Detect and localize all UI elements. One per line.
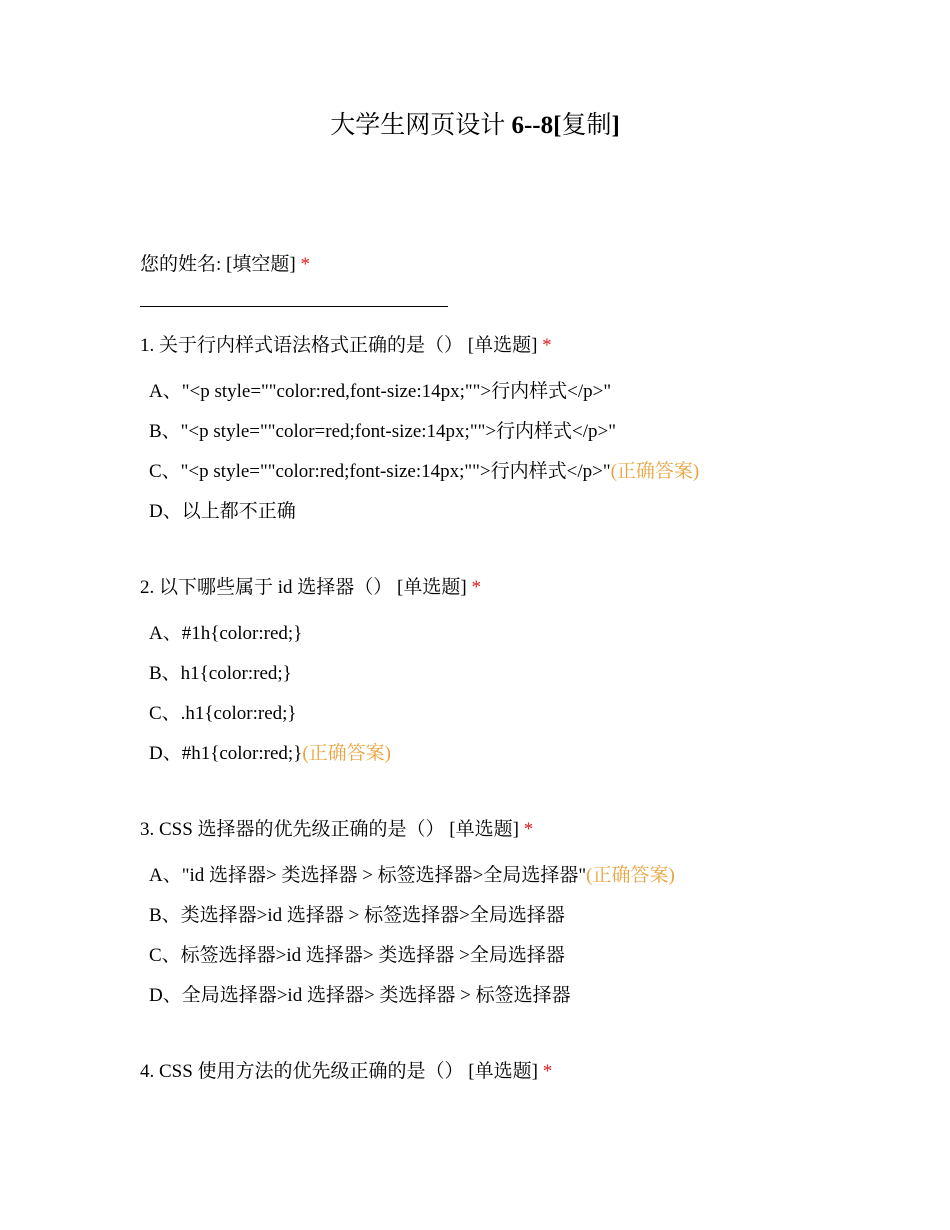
option-text: C、.h1{color:red;}: [149, 703, 297, 724]
question-3: [140, 817, 860, 1023]
option-c[interactable]: [149, 459, 860, 485]
option-a[interactable]: [149, 863, 860, 889]
question-title: [140, 817, 860, 843]
name-question-label: 您的姓名: [填空题]: [140, 254, 296, 275]
option-c[interactable]: [149, 701, 860, 727]
question-title: [140, 1059, 860, 1085]
option-text: B、类选择器>id 选择器 > 标签选择器>全局选择器: [149, 905, 565, 926]
question-title-text: 4. CSS 使用方法的优先级正确的是（） [单选题]: [140, 1061, 538, 1082]
required-mark: *: [523, 819, 534, 840]
option-text: C、标签选择器>id 选择器> 类选择器 >全局选择器: [149, 945, 565, 966]
option-text: D、全局选择器>id 选择器> 类选择器 > 标签选择器: [149, 985, 571, 1006]
page-title: [0, 108, 950, 144]
option-list: [140, 379, 860, 525]
option-d[interactable]: [149, 983, 860, 1009]
title-copy: 复制: [561, 112, 612, 139]
option-b[interactable]: [149, 903, 860, 929]
option-text: B、"<p style=""color=red;font-size:14px;"">行内样式</p>": [149, 421, 617, 442]
question-4: [140, 1059, 860, 1085]
option-text: D、以上都不正确: [149, 501, 296, 522]
question-title: [140, 575, 860, 601]
option-d[interactable]: [149, 499, 860, 525]
option-list: [140, 863, 860, 1009]
option-c[interactable]: [149, 943, 860, 969]
question-title-text: 3. CSS 选择器的优先级正确的是（） [单选题]: [140, 819, 519, 840]
question-2: [140, 575, 860, 781]
option-text: C、"<p style=""color:red;font-size:14px;"">行内样式</p>": [149, 461, 611, 482]
option-text: A、"id 选择器> 类选择器 > 标签选择器>全局选择器": [149, 865, 587, 886]
option-b[interactable]: [149, 419, 860, 445]
option-list: [140, 621, 860, 767]
question-title-text: 2. 以下哪些属于 id 选择器（） [单选题]: [140, 577, 467, 598]
correct-answer-tag: (正确答案): [586, 865, 675, 886]
option-d[interactable]: [149, 741, 860, 767]
correct-answer-tag: (正确答案): [610, 461, 700, 482]
question-title-text: 1. 关于行内样式语法格式正确的是（） [单选题]: [140, 335, 538, 356]
required-mark: *: [542, 1061, 553, 1082]
name-answer-line[interactable]: [140, 306, 448, 307]
option-text: D、#h1{color:red;}: [149, 743, 303, 764]
required-mark: *: [471, 577, 481, 598]
option-b[interactable]: [149, 661, 860, 687]
correct-answer-tag: (正确答案): [302, 743, 391, 764]
title-close: ]: [611, 112, 620, 139]
name-question: [140, 252, 310, 278]
option-text: B、h1{color:red;}: [149, 663, 292, 684]
required-mark: *: [542, 335, 552, 356]
option-text: A、#1h{color:red;}: [149, 623, 303, 644]
option-a[interactable]: [149, 621, 860, 647]
question-title: [140, 333, 860, 359]
title-main: 大学生网页设计: [330, 112, 506, 139]
option-a[interactable]: [149, 379, 860, 405]
required-mark: *: [300, 254, 310, 275]
title-bold: 6--8[: [511, 112, 562, 139]
option-text: A、"<p style=""color:red,font-size:14px;"">行内样式</p>": [149, 381, 612, 402]
question-1: [140, 333, 860, 539]
